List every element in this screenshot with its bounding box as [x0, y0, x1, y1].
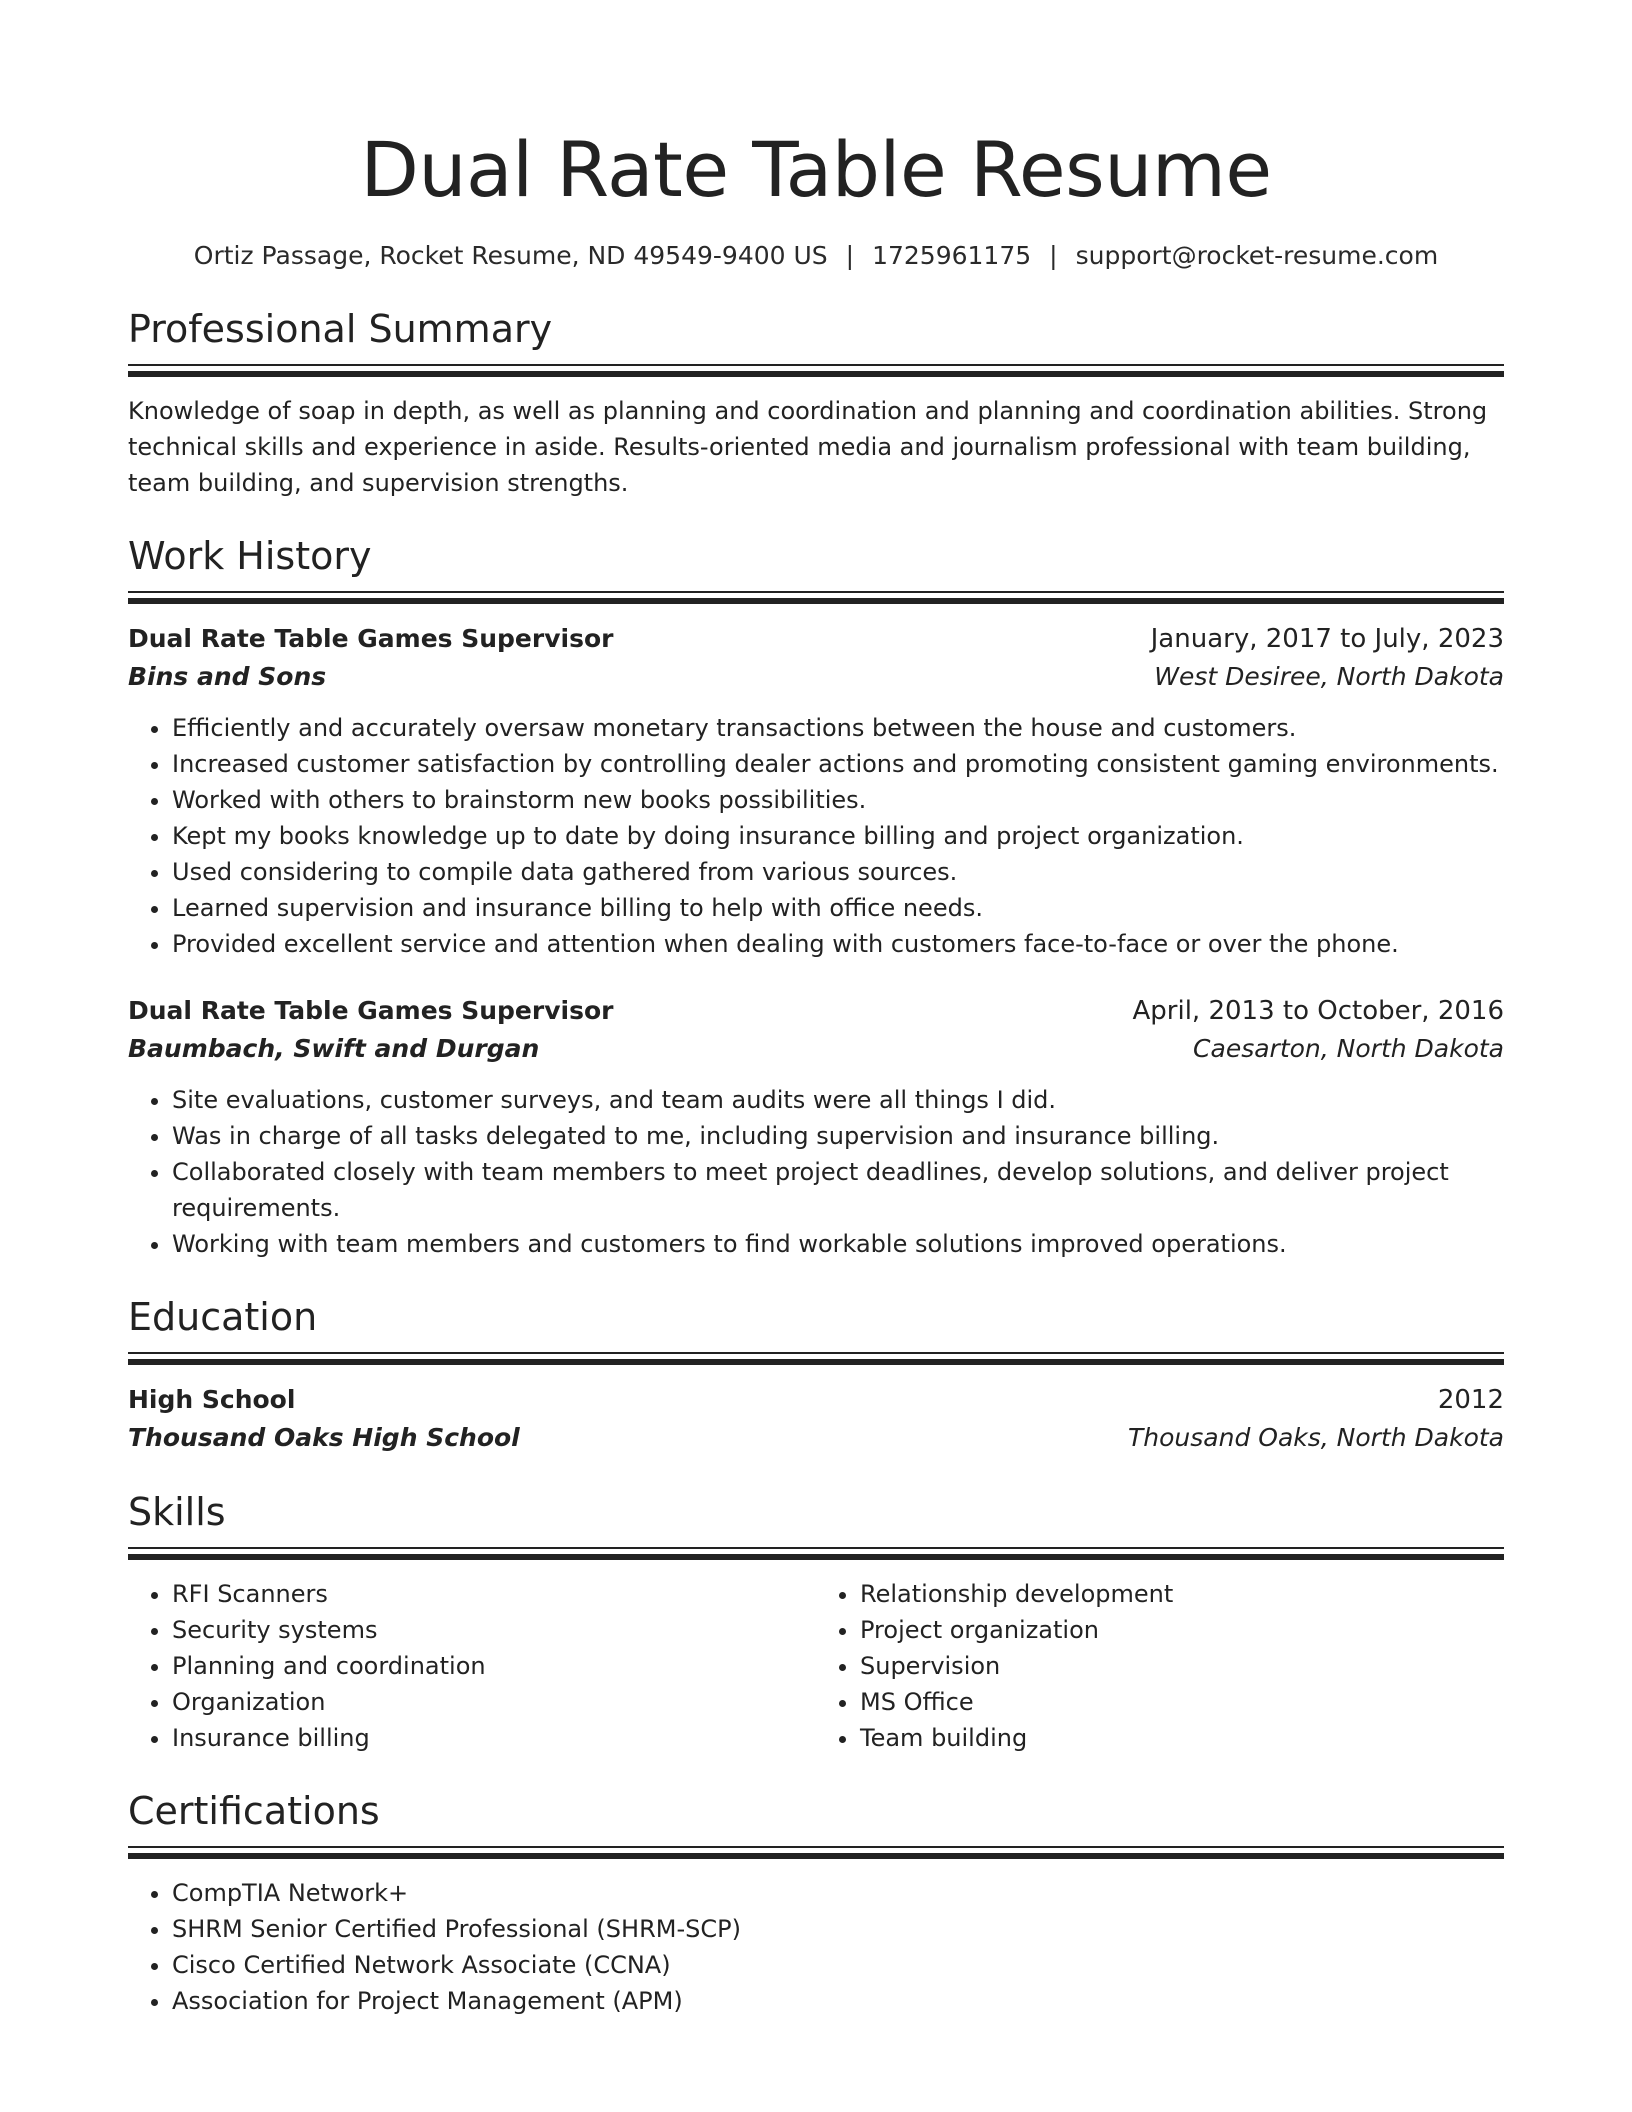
certifications-list — [128, 1875, 1504, 2019]
duty-item: • Used considering to compile data gathered from various sources. — [172, 854, 1504, 890]
duty-item: • Collaborated closely with team members to meet project deadlines, develop solutions, and deliver project requirements. — [172, 1154, 1504, 1226]
skill-item: • MS Office — [860, 1684, 1504, 1720]
section-divider — [128, 1846, 1504, 1859]
skills-list-left — [128, 1576, 816, 1756]
section-title: Education — [128, 1295, 318, 1339]
skill-item: • Organization — [172, 1684, 816, 1720]
skill-item: • Planning and coordination — [172, 1648, 816, 1684]
contact-email: support@rocket-resume.com — [1075, 241, 1439, 270]
education-degree: High School — [128, 1385, 296, 1414]
duty-item: • Site evaluations, customer surveys, and team audits were all things I did. — [172, 1082, 1504, 1118]
job-company: Baumbach, Swift and Durgan — [128, 1034, 540, 1063]
certification-item: • Association for Project Management (APM) — [172, 1983, 1504, 2019]
job-location: West Desiree, North Dakota — [1154, 662, 1504, 691]
duty-item: • Increased customer satisfaction by controlling dealer actions and promoting consistent gaming environments. — [172, 746, 1504, 782]
section-title: Certifications — [128, 1789, 380, 1833]
skill-item: • Insurance billing — [172, 1720, 816, 1756]
job-location: Caesarton, North Dakota — [1193, 1034, 1504, 1063]
summary-text: Knowledge of soap in depth, as well as planning and coordination and planning and coordination abilities. Strong technical skills and experience in aside. Results-oriented media and journalism professional with team building, team building, and supervision strengths. — [128, 397, 1488, 497]
section-title: Professional Summary — [128, 307, 553, 351]
certification-item: • CompTIA Network+ — [172, 1875, 1504, 1911]
duty-item: • Working with team members and customers to find workable solutions improved operations. — [172, 1226, 1504, 1262]
certification-item: • SHRM Senior Certified Professional (SHRM-SCP) — [172, 1911, 1504, 1947]
skill-item: • Security systems — [172, 1612, 816, 1648]
section-divider — [128, 364, 1504, 377]
job-duties — [128, 710, 1504, 962]
job-entry — [128, 992, 1504, 1262]
job-entry — [128, 620, 1504, 962]
skills-section — [128, 1487, 1504, 1756]
skills-columns — [128, 1576, 1504, 1756]
job-duties — [128, 1082, 1504, 1262]
section-divider — [128, 1547, 1504, 1560]
skill-item: • Team building — [860, 1720, 1504, 1756]
skill-item: • RFI Scanners — [172, 1576, 816, 1612]
job-title: Dual Rate Table Games Supervisor — [128, 996, 614, 1025]
skill-item: • Relationship development — [860, 1576, 1504, 1612]
section-title: Skills — [128, 1490, 226, 1534]
duty-item: • Worked with others to brainstorm new books possibilities. — [172, 782, 1504, 818]
duty-item: • Learned supervision and insurance billing to help with office needs. — [172, 890, 1504, 926]
job-company: Bins and Sons — [128, 662, 327, 691]
certifications-section — [128, 1786, 1504, 2019]
certification-item: • Cisco Certified Network Associate (CCNA) — [172, 1947, 1504, 1983]
section-divider — [128, 591, 1504, 604]
skill-item: • Supervision — [860, 1648, 1504, 1684]
work-history-section — [128, 531, 1504, 1262]
section-title: Work History — [128, 534, 372, 578]
education-year: 2012 — [1437, 1385, 1504, 1415]
contact-separator: | — [1049, 241, 1058, 270]
duty-item: • Was in charge of all tasks delegated to me, including supervision and insurance billing. — [172, 1118, 1504, 1154]
contact-line — [128, 238, 1504, 274]
job-title: Dual Rate Table Games Supervisor — [128, 624, 614, 653]
section-divider — [128, 1352, 1504, 1365]
duty-item: • Efficiently and accurately oversaw monetary transactions between the house and customers. — [172, 710, 1504, 746]
resume-name: Dual Rate Table Resume — [360, 125, 1272, 214]
summary-section — [128, 304, 1504, 501]
resume-document — [128, 120, 1504, 2019]
education-location: Thousand Oaks, North Dakota — [1128, 1423, 1504, 1452]
duty-item: • Kept my books knowledge up to date by doing insurance billing and project organization. — [172, 818, 1504, 854]
contact-address: Ortiz Passage, Rocket Resume, ND 49549-9400 US — [193, 241, 828, 270]
contact-separator: | — [845, 241, 855, 270]
contact-phone: 1725961175 — [872, 241, 1032, 270]
job-dates: January, 2017 to July, 2023 — [1150, 624, 1504, 654]
job-dates: April, 2013 to October, 2016 — [1132, 996, 1504, 1026]
skills-list-right — [816, 1576, 1504, 1756]
education-section — [128, 1292, 1504, 1457]
education-school: Thousand Oaks High School — [128, 1423, 520, 1452]
duty-item: • Provided excellent service and attention when dealing with customers face-to-face or over the phone. — [172, 926, 1504, 962]
skill-item: • Project organization — [860, 1612, 1504, 1648]
